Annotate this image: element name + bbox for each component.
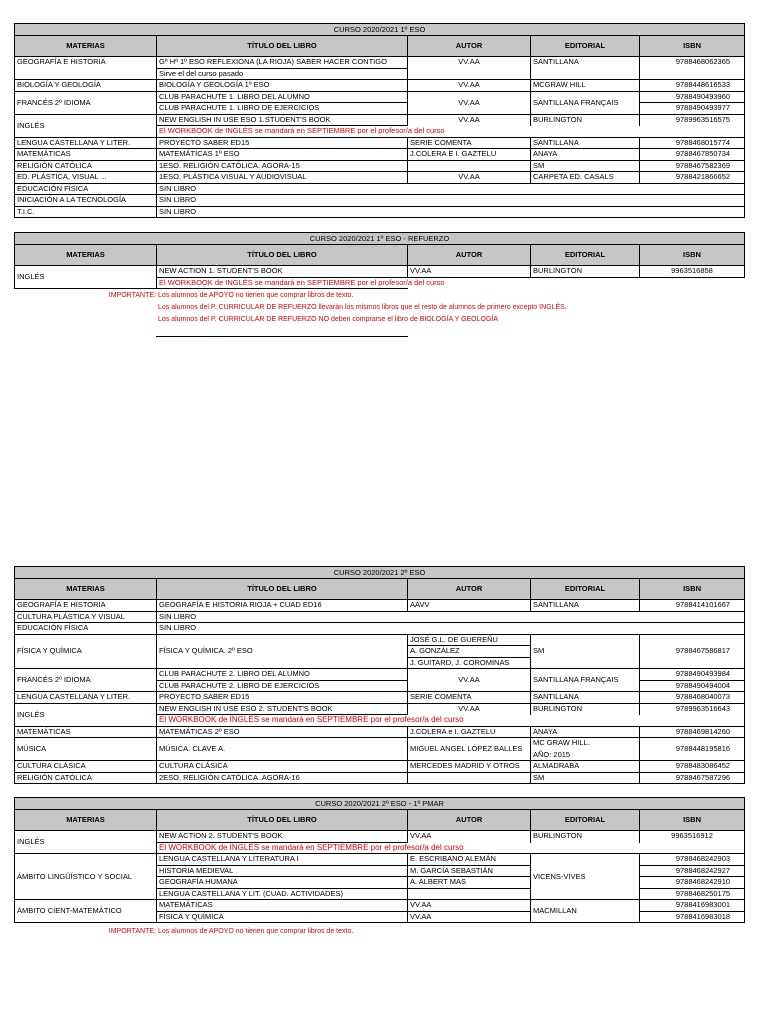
table-row [15, 703, 745, 715]
cell-autor: J.COLERA E I. GAZTELU [408, 149, 531, 161]
table-1eso [14, 23, 744, 218]
cell-editorial: CARPETA ED. CASALS [531, 172, 640, 184]
cell-titulo: CLUB PARACHUTE 2. LIBRO DE EJERCICIOS [157, 680, 408, 692]
cell-materia: INGLÉS [15, 114, 157, 137]
header-materias: MATERIAS [15, 245, 157, 266]
cell-titulo: FÍSICA Y QUÍMICA [157, 911, 408, 923]
cell-titulo: CLUB PARACHUTE 1. LIBRO DEL ALUMNO [157, 91, 408, 103]
cell-editorial: SANTILLANA [531, 692, 640, 704]
cell-isbn: 9788468242903 [640, 854, 745, 866]
cell-autor: VV.AA [408, 91, 531, 114]
cell-materia: FRANCÉS 2º IDIOMA [15, 669, 157, 692]
cell-editorial: SANTILLANA [531, 137, 640, 149]
cell-materia: MATEMÁTICAS [15, 726, 157, 738]
workbook-note: El WORKBOOK de INGLÉS se mandará en SEPTIEMBRE por el profesor/a del curso [157, 277, 408, 289]
cell-materia: ED. PLÁSTICA, VISUAL ... [15, 172, 157, 184]
cell-editorial: MC GRAW HILL. [531, 738, 640, 750]
cell-materia: BIOLOGÍA Y GEOLOGÍA [15, 80, 157, 92]
cell-isbn: 9788468242927 [640, 865, 745, 877]
cell-autor: VV.AA [408, 266, 531, 278]
cell-editorial [531, 68, 640, 80]
cell-isbn: 9788468062365 [640, 57, 745, 69]
cell-isbn: 9788468242910 [640, 877, 745, 889]
table-title: CURSO 2020/2021 1º ESO - REFUERZO [15, 233, 745, 245]
cell-materia: INGLÉS [15, 831, 157, 854]
table-body [15, 266, 745, 289]
header-editorial: EDITORIAL [531, 579, 640, 600]
cell-materia: ÁMBITO CIENT-MATEMÁTICO [15, 900, 157, 923]
cell-autor: VV.AA [408, 831, 531, 843]
table-body [15, 600, 745, 784]
cell-titulo: SIN LIBRO [157, 183, 745, 195]
cell-titulo: NEW ENGLISH IN USE ESO 2. STUDENT'S BOOK [157, 703, 408, 715]
cell-autor: SERIE COMENTA [408, 692, 531, 704]
table-2eso-pmar [14, 797, 744, 923]
table-row [15, 266, 745, 278]
empty-cell [640, 277, 745, 289]
cell-titulo: SIN LIBRO [157, 623, 745, 635]
cell-autor: VV.AA [408, 57, 531, 69]
cell-titulo: SIN LIBRO [157, 206, 745, 218]
cell-titulo: FÍSICA Y QUÍMICA. 2º ESO [157, 634, 408, 669]
cell-titulo: MATEMÁTICAS [157, 900, 408, 912]
cell-materia: ÁMBITO LINGÜÍSTICO Y SOCIAL [15, 854, 157, 900]
cell-titulo: NEW ACTION 2. STUDENT'S BOOK [157, 831, 408, 843]
cell-isbn: 9788490493960 [640, 91, 745, 103]
table-row [15, 831, 745, 843]
cell-materia: LENGUA CASTELLANA Y LITER. [15, 137, 157, 149]
cell-autor: J. GUITARD, J. COROMINAS [408, 657, 531, 669]
cell-editorial: ANAYA [531, 149, 640, 161]
cell-isbn: 9788468250175 [640, 888, 745, 900]
note-line [14, 290, 744, 302]
table-row [15, 634, 745, 646]
table-title: CURSO 2020/2021 2º ESO [15, 567, 745, 579]
cell-titulo: NEW ACTION 1. STUDENT'S BOOK [157, 266, 408, 278]
header-materias: MATERIAS [15, 36, 157, 57]
cell-isbn: 9789963516643 [640, 703, 745, 715]
table-row [15, 854, 745, 866]
cell-editorial: AÑO: 2015 [531, 749, 640, 761]
cell-editorial: MACMILLAN [531, 900, 640, 923]
table-title: CURSO 2020/2021 1º ESO [15, 24, 745, 36]
cell-autor: VV.AA [408, 703, 531, 715]
cell-isbn: 9788490493984 [640, 669, 745, 681]
table-row [15, 195, 745, 207]
header-isbn: ISBN [640, 245, 745, 266]
header-titulo: TÍTULO DEL LIBRO [157, 810, 408, 831]
cell-materia: INGLÉS [15, 703, 157, 726]
table-title: CURSO 2020/2021 2º ESO - 1º PMAR [15, 798, 745, 810]
cell-isbn: 9788483086452 [640, 761, 745, 773]
cell-autor: VV.AA [408, 80, 531, 92]
cell-editorial: SANTILLANA [531, 57, 640, 69]
cell-isbn: 9788448195816 [640, 738, 745, 761]
cell-isbn: 9788468040073 [640, 692, 745, 704]
cell-materia: LENGUA CASTELLANA Y LITER. [15, 692, 157, 704]
cell-isbn: 9788416983001 [640, 900, 745, 912]
cell-autor: VV.AA [408, 172, 531, 184]
workbook-note: El WORKBOOK de INGLÉS se mandará en SEPTIEMBRE por el profesor/a del curso [157, 842, 745, 854]
table-row [15, 172, 745, 184]
cell-isbn: 9788467850734 [640, 149, 745, 161]
cell-materia: INICIACIÓN A LA TECNOLOGÍA [15, 195, 157, 207]
cell-autor: MIGUEL ANGEL LÓPEZ BALLES [408, 738, 531, 761]
table-row [15, 57, 745, 69]
note-text: Los alumnos de APOYO no tienen que comprar libros de texto. [157, 928, 354, 935]
cell-materia: MATEMÁTICAS [15, 149, 157, 161]
cell-titulo: CLUB PARACHUTE 1. LIBRO DE EJERCICIOS [157, 103, 408, 115]
header-autor: AUTOR [408, 36, 531, 57]
cell-isbn: 9788467586817 [640, 634, 745, 669]
cell-titulo: CLUB PARACHUTE 2. LIBRO DEL ALUMNO [157, 669, 408, 681]
cell-titulo: CULTURA CLÁSICA [157, 761, 408, 773]
cell-isbn: 9788467582369 [640, 160, 745, 172]
cell-materia: GEOGRAFÍA E HISTORIA [15, 57, 157, 69]
cell-materia: T.I.C. [15, 206, 157, 218]
cell-titulo: NEW ENGLISH IN USE ESO 1.STUDENT'S BOOK [157, 114, 408, 126]
header-editorial: EDITORIAL [531, 810, 640, 831]
cell-materia: CULTURA PLÁSTICA Y VISUAL [15, 611, 157, 623]
table-row [15, 692, 745, 704]
cell-autor: A. ALBERT MAS [408, 877, 531, 889]
cell-isbn: 9788490493977 [640, 103, 745, 115]
cell-editorial: BURLINGTON [531, 114, 640, 126]
table-row [15, 611, 745, 623]
books-table [14, 566, 745, 784]
notes-refuerzo [14, 290, 744, 326]
cell-editorial: SANTILLANA [531, 600, 640, 612]
cell-titulo: MÚSICA. CLAVE A. [157, 738, 408, 761]
table-row [15, 669, 745, 681]
table-row [15, 772, 745, 784]
cell-titulo: 1ESO. PLÁSTICA VISUAL Y AUDIOVISUAL [157, 172, 408, 184]
note-line [14, 926, 744, 938]
cell-isbn: 9788421866652 [640, 172, 745, 184]
cell-autor: M. GARCÍA SEBASTIÁN [408, 865, 531, 877]
cell-titulo: SIN LIBRO [157, 611, 745, 623]
cell-autor: A. GONZÁLEZ [408, 646, 531, 658]
cell-titulo: MATEMÁTICAS 1º ESO [157, 149, 408, 161]
header-autor: AUTOR [408, 810, 531, 831]
cell-titulo: LENGUA CASTELLANA Y LITERATURA I [157, 854, 408, 866]
cell-editorial: SANTILLANA FRANÇAIS [531, 669, 640, 692]
table-row [15, 160, 745, 172]
cell-isbn: 9788448616533 [640, 80, 745, 92]
cell-titulo: SIN LIBRO [157, 195, 745, 207]
divider [156, 336, 408, 337]
cell-isbn: 9788469814260 [640, 726, 745, 738]
table-row [15, 600, 745, 612]
cell-autor: AAVV [408, 600, 531, 612]
cell-isbn: 9788467587296 [640, 772, 745, 784]
cell-titulo: Sirve el del curso pasado [157, 68, 408, 80]
table-body [15, 57, 745, 218]
cell-titulo: HISTORIA MEDIEVAL [157, 865, 408, 877]
cell-editorial: SANTILLANA FRANÇAIS [531, 91, 640, 114]
cell-isbn: 9788490494004 [640, 680, 745, 692]
cell-editorial: SM [531, 772, 640, 784]
table-body [15, 831, 745, 923]
cell-titulo: 1ESO. RELIGIÓN CATÓLICA. AGORA-15 [157, 160, 408, 172]
table-row [15, 900, 745, 912]
cell-autor: JOSÉ G.L. DE GUEREÑU [408, 634, 531, 646]
cell-autor [408, 772, 531, 784]
cell-editorial: BURLINGTON [531, 703, 640, 715]
note-line: Los alumnos del P. CURRICULAR DE REFUERZO NO deben comprarse el libro de BIOLOGÍA Y GEOLOGÍA [158, 316, 499, 323]
cell-isbn: 9788416983018 [640, 911, 745, 923]
cell-titulo: 2ESO. RELIGIÓN CATÓLICA .AGORA-16 [157, 772, 408, 784]
cell-isbn: 9789963516575 [640, 114, 745, 126]
workbook-note: El WORKBOOK de INGLÉS se mandará en SEPTIEMBRE por el profesor/a del curso [157, 715, 745, 727]
header-editorial: EDITORIAL [531, 245, 640, 266]
cell-materia: RELIGIÓN CATÓLICA [15, 772, 157, 784]
header-editorial: EDITORIAL [531, 36, 640, 57]
cell-autor [408, 888, 531, 900]
cell-isbn: 9788468015774 [640, 137, 745, 149]
cell-editorial: SM [531, 634, 640, 669]
table-row [15, 149, 745, 161]
header-isbn: ISBN [640, 36, 745, 57]
cell-materia: FRANCÉS 2º IDIOMA [15, 91, 157, 114]
cell-titulo: PROYECTO SABER ED15 [157, 692, 408, 704]
header-autor: AUTOR [408, 579, 531, 600]
table-row [15, 761, 745, 773]
cell-editorial: VICENS-VIVES [531, 854, 640, 900]
table-row [15, 183, 745, 195]
cell-titulo: PROYECTO SABER ED15 [157, 137, 408, 149]
books-table [14, 797, 745, 923]
note-label: IMPORTANTE: [108, 928, 156, 935]
cell-editorial: SM [531, 160, 640, 172]
cell-materia: EDUCACIÓN FÍSICA [15, 623, 157, 635]
cell-isbn: 9963516912 [640, 831, 745, 843]
note-label: IMPORTANTE: [108, 292, 156, 299]
table-row [15, 206, 745, 218]
books-table [14, 232, 745, 289]
cell-isbn [640, 68, 745, 80]
cell-materia: GEOGRAFÍA E HISTORIA [15, 600, 157, 612]
workbook-note: El WORKBOOK de INGLÉS se mandará en SEPTIEMBRE por el profesor/a del curso [157, 126, 745, 138]
cell-autor: J.COLERA e I. GAZTELU [408, 726, 531, 738]
cell-autor: VV.AA [408, 114, 531, 126]
cell-materia: INGLÉS [15, 266, 157, 289]
cell-autor: VV.AA [408, 911, 531, 923]
cell-materia: MÚSICA [15, 738, 157, 761]
cell-materia: CULTURA CLÁSICA [15, 761, 157, 773]
cell-autor: MERCEDES MADRID Y OTROS [408, 761, 531, 773]
cell-autor: E. ESCRIBANO ALEMÁN [408, 854, 531, 866]
cell-titulo: BIOLOGÍA Y GEOLOGÍA 1º ESO [157, 80, 408, 92]
cell-materia: FÍSICA Y QUÍMICA [15, 634, 157, 669]
table-row [15, 137, 745, 149]
header-isbn: ISBN [640, 579, 745, 600]
table-row [15, 738, 745, 750]
header-titulo: TÍTULO DEL LIBRO [157, 245, 408, 266]
cell-autor: VV.AA [408, 669, 531, 692]
cell-editorial: BURLINGTON [531, 831, 640, 843]
empty-cell [531, 277, 640, 289]
notes-pmar [14, 926, 744, 938]
cell-editorial: MCGRAW HILL [531, 80, 640, 92]
table-row [15, 80, 745, 92]
table-1eso-refuerzo [14, 232, 744, 289]
header-materias: MATERIAS [15, 810, 157, 831]
table-row [15, 623, 745, 635]
header-titulo: TÍTULO DEL LIBRO [157, 36, 408, 57]
cell-isbn: 9963516858 [640, 266, 745, 278]
header-materias: MATERIAS [15, 579, 157, 600]
cell-editorial: ANAYA [531, 726, 640, 738]
table-row [15, 726, 745, 738]
cell-materia [15, 68, 157, 80]
table-2eso [14, 566, 744, 784]
cell-editorial: ALMADRABA [531, 761, 640, 773]
cell-isbn: 9788414101667 [640, 600, 745, 612]
cell-autor [408, 160, 531, 172]
header-titulo: TÍTULO DEL LIBRO [157, 579, 408, 600]
cell-titulo: Gª Hª 1º ESO REFLEXIONA (LA RIOJA) SABER HACER CONTIGO [157, 57, 408, 69]
table-row [15, 114, 745, 126]
note-line: Los alumnos del P. CURRICULAR DE REFUERZO llevarán los mismos libros que el resto de alumnos de primero excepto INGLÉS. [158, 304, 567, 311]
cell-titulo: MATEMÁTICAS 2º ESO [157, 726, 408, 738]
table-row [15, 91, 745, 103]
cell-autor: VV.AA [408, 900, 531, 912]
cell-materia: EDUCACIÓN FÍSICA [15, 183, 157, 195]
note-text: Los alumnos de APOYO no tienen que comprar libros de texto. [157, 292, 354, 299]
table-row [15, 68, 745, 80]
books-table [14, 23, 745, 218]
cell-titulo: GEOGRAFÍA E HISTORIA RIOJA + CUAD ED16 [157, 600, 408, 612]
cell-materia: RELIGIÓN CATÓLICA [15, 160, 157, 172]
header-isbn: ISBN [640, 810, 745, 831]
cell-titulo: GEOGRAFÍA HUMANA [157, 877, 408, 889]
cell-autor [408, 68, 531, 80]
cell-autor: SERIE COMENTA [408, 137, 531, 149]
cell-editorial: BURLINGTON [531, 266, 640, 278]
cell-titulo: LENGUA CASTELLANA Y LIT. (CUAD. ACTIVIDADES) [157, 888, 408, 900]
header-autor: AUTOR [408, 245, 531, 266]
